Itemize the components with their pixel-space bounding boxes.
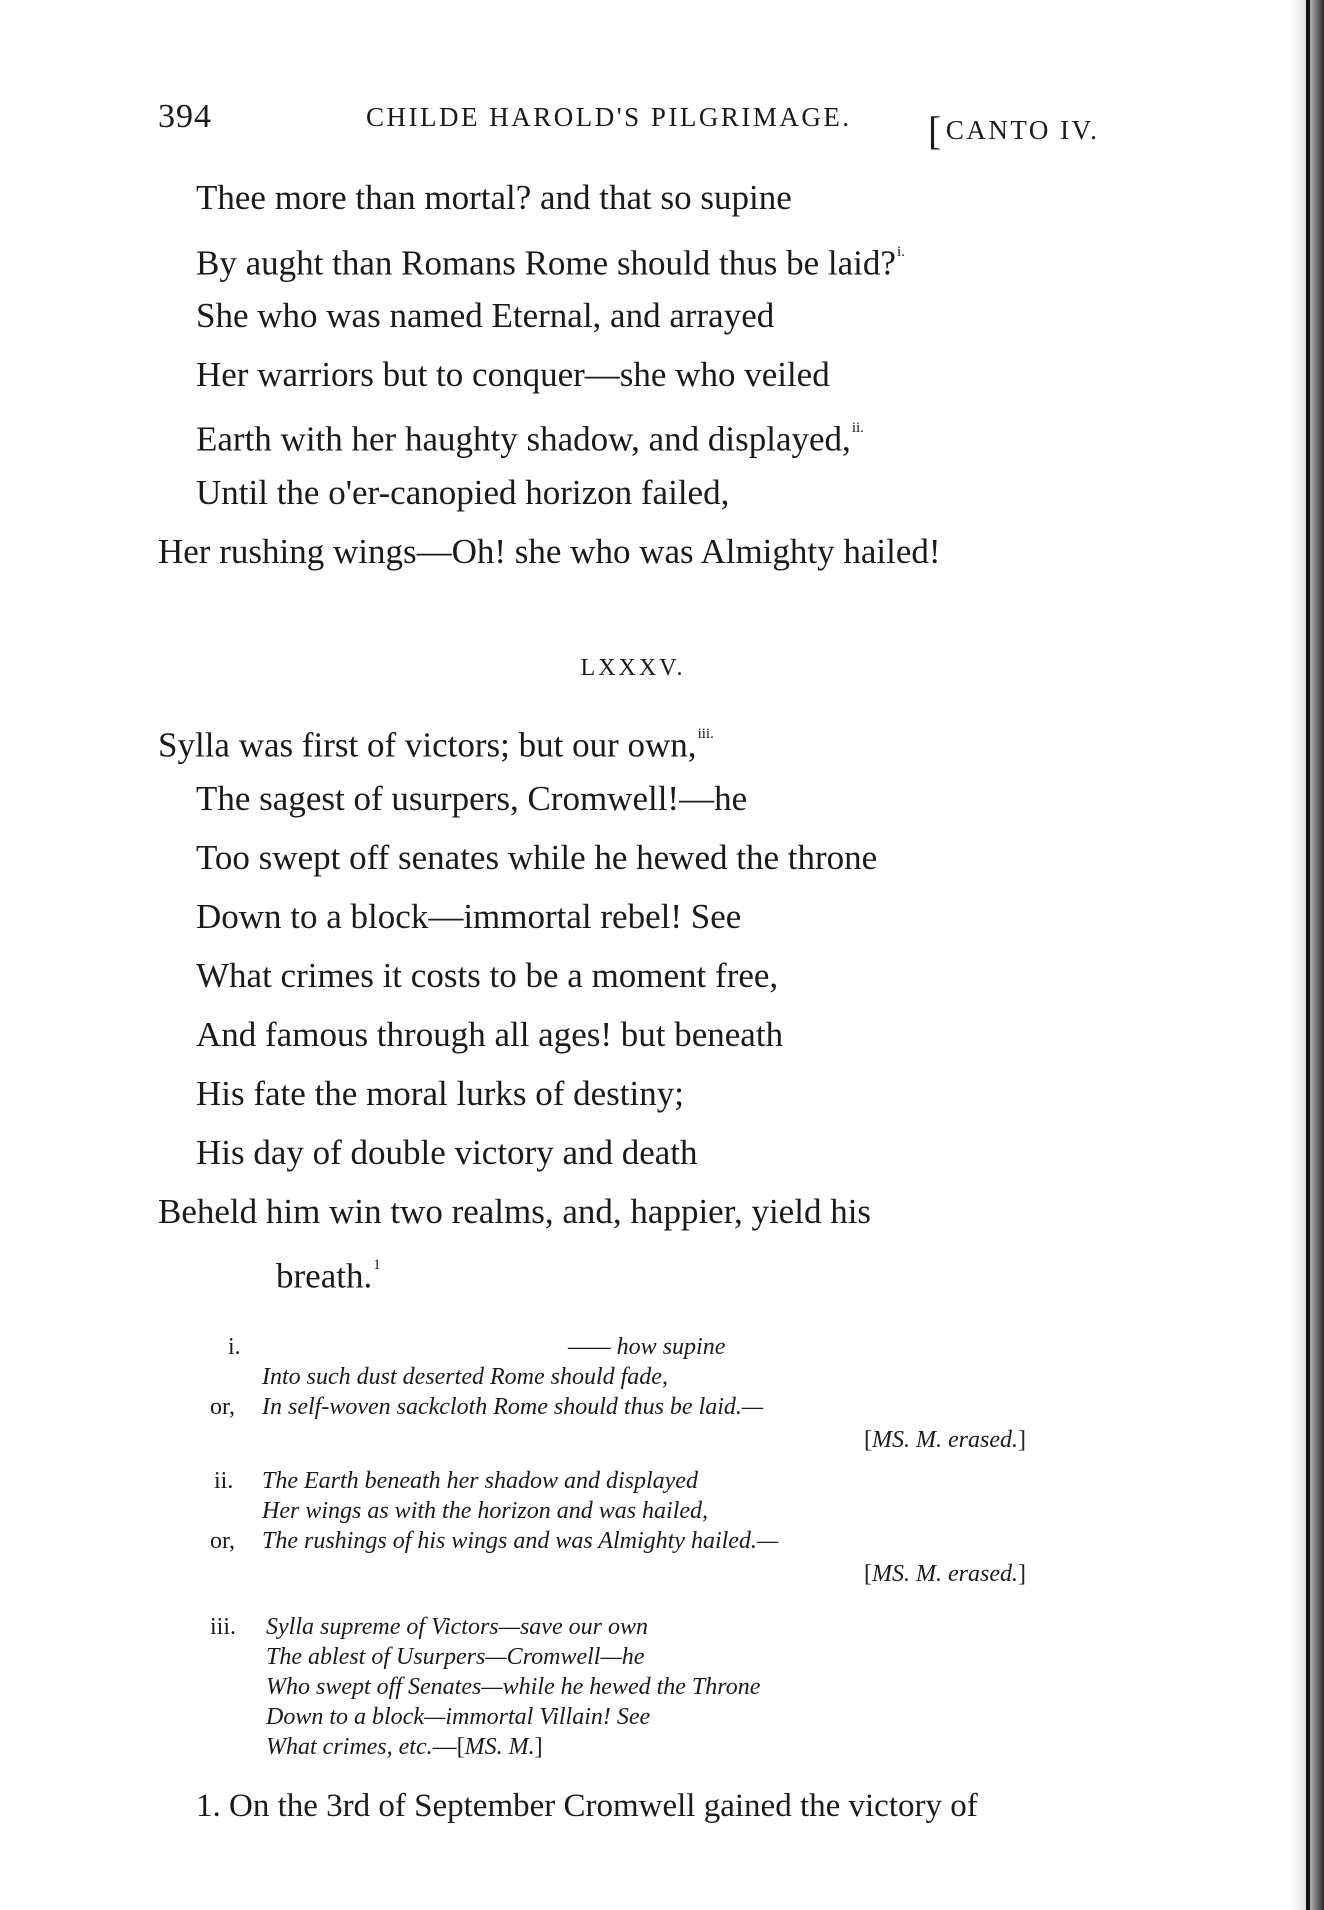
note-line: What crimes, etc.—[MS. M.] (266, 1734, 543, 1760)
page-edge-line (1306, 0, 1310, 1910)
canto-bracket: [ (928, 108, 944, 153)
verse-line: Too swept off senates while he hewed the throne (196, 838, 878, 877)
verse-line: His day of double victory and death (196, 1133, 698, 1172)
note-line: In self-woven sackcloth Rome should thus be laid.— (262, 1394, 764, 1420)
canto-label: CANTO IV. (945, 115, 1100, 145)
stanza-number: LXXXV. (580, 655, 686, 681)
note-label: ii. (214, 1468, 234, 1494)
note-line: Sylla supreme of Victors—save our own (266, 1614, 648, 1640)
verse-line: Her rushing wings—Oh! she who was Almighty hailed! (158, 532, 941, 571)
verse-line: She who was named Eternal, and arrayed (196, 296, 775, 335)
note-line: The rushings of his wings and was Almighty hailed.— (262, 1528, 779, 1554)
running-header (158, 98, 1108, 153)
verse-line: By aught than Romans Rome should thus be laid?$^{i.}$ (196, 243, 905, 283)
note-line: Into such dust deserted Rome should fade, (262, 1364, 668, 1390)
footnote-text: On the 3rd of September Cromwell gained the victory of (229, 1788, 978, 1824)
note-line: Who swept off Senates—while he hewed the Throne (266, 1674, 761, 1700)
verse-line-justified: Beheld him win two realms, and, happier, yield his (158, 1192, 872, 1231)
note-line: Down to a block—immortal Villain! See (266, 1704, 651, 1730)
verse-line: Her warriors but to conquer—she who veiled (196, 355, 830, 394)
verse-line: And famous through all ages! but beneath (196, 1015, 784, 1054)
note-source: [MS. M. erased.] (864, 1561, 1026, 1587)
note-or: or, (210, 1528, 236, 1554)
verse-line: Earth with her haughty shadow, and displayed,$^{ii.}$ (196, 419, 864, 459)
variant-marker: ii. (851, 420, 864, 436)
note-line: The Earth beneath her shadow and displayed (262, 1468, 698, 1494)
note-line: The ablest of Usurpers—Cromwell—he (266, 1644, 645, 1670)
running-title: CHILDE HAROLD'S PILGRIMAGE. (366, 102, 852, 132)
verse-line: The sagest of usurpers, Cromwell!—he (196, 779, 748, 818)
running-canto (928, 102, 1100, 153)
note-line: —— how supine (568, 1334, 726, 1360)
note-line: Her wings as with the horizon and was hailed, (262, 1498, 709, 1524)
note-or: or, (210, 1394, 236, 1420)
note-label: i. (228, 1334, 241, 1360)
verse-line: Down to a block—immortal rebel! See (196, 897, 742, 936)
verse-line: Sylla was first of victors; but our own,$^{iii.}$ (158, 725, 714, 765)
footnote-marker: 1 (373, 1257, 381, 1273)
footnote-number: 1. (196, 1788, 221, 1824)
note-label: iii. (210, 1614, 237, 1640)
verse-line: What crimes it costs to be a moment free, (196, 956, 779, 995)
note-source: [MS. M. erased.] (864, 1427, 1026, 1453)
footnote-1 (196, 1788, 978, 1825)
verse-line: Thee more than mortal? and that so supine (196, 178, 792, 217)
verse-line-continuation: breath.$^1$ (276, 1256, 381, 1296)
verse-line: Until the o'er-canopied horizon failed, (196, 473, 730, 512)
verse-line: His fate the moral lurks of destiny; (196, 1074, 684, 1113)
variant-marker: iii. (697, 726, 714, 742)
variant-marker: i. (896, 244, 905, 260)
page-number: 394 (158, 98, 212, 135)
